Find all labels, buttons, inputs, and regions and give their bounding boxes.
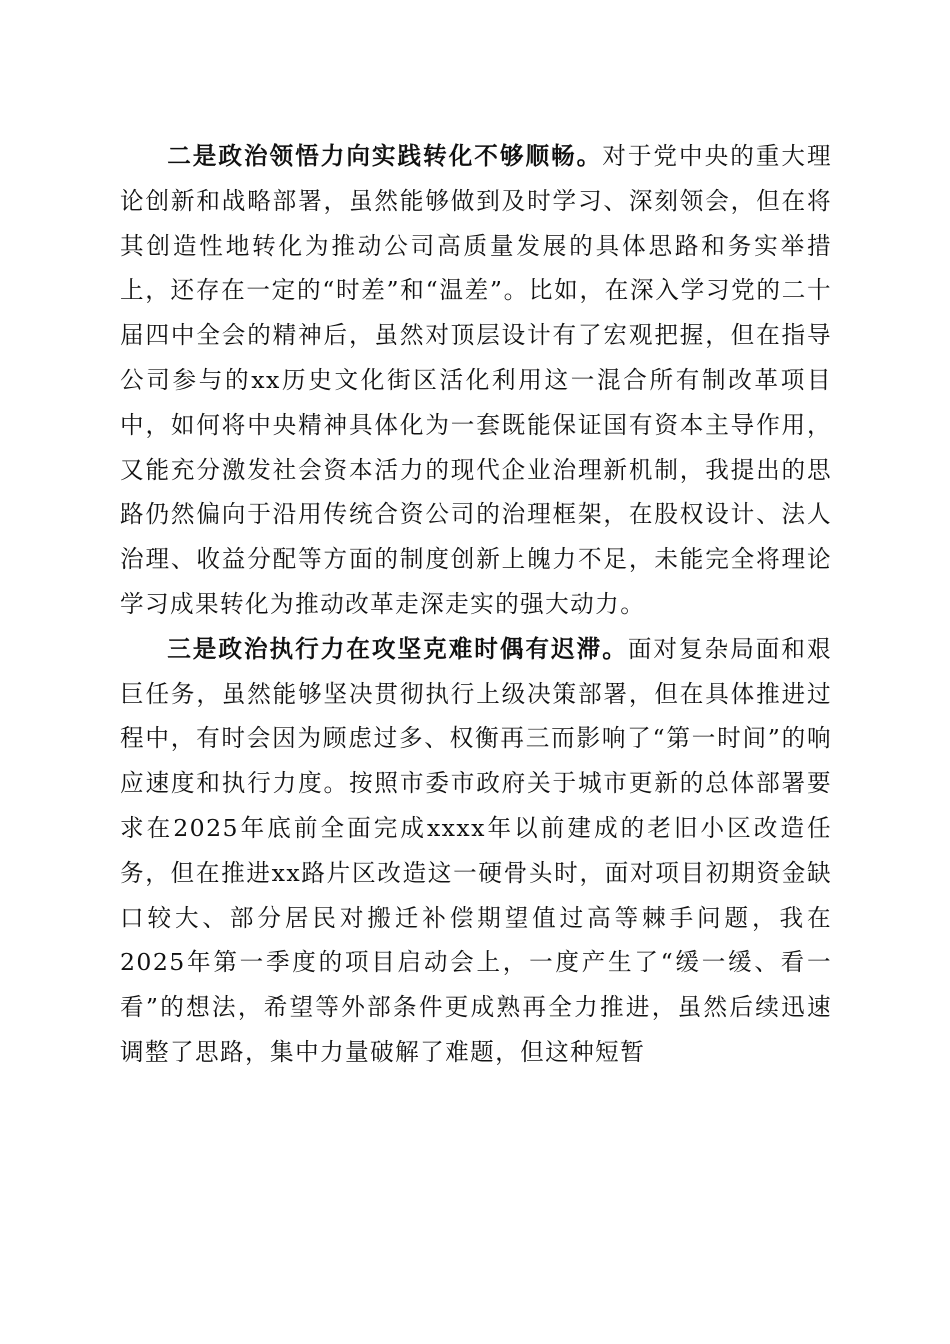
paragraph-lead-heading: 三是政治执行力在攻坚克难时偶有迟滞。 (167, 634, 628, 663)
document-page (120, 134, 832, 1075)
paragraph-lead-heading: 二是政治领悟力向实践转化不够顺畅。 (167, 142, 603, 170)
paragraph-body-text: 对于党中央的重大理论创新和战略部署，虽然能够做到及时学习、深刻领会，但在将其创造性地转化为推动公司高质量发展的具体思路和务实举措上，还存在一定的“时差”和“温差”。比如，在深入学习党的二十届四中全会的精神后，虽然对顶层设计有了宏观把握，但在指导公司参与的xx历史文化街区活化利用这一混合所有制改革项目中，如何将中央精神具体化为一套既能保证国有资本主导作用，又能充分激发社会资本活力的现代企业治理新机制，我提出的思路仍然偏向于沿用传统合资公司的治理框架，在股权设计、法人治理、收益分配等方面的制度创新上魄力不足，未能完全将理论学习成果转化为推动改革走深走实的强大动力。 (120, 142, 832, 618)
paragraph-political-execution (120, 627, 832, 1075)
paragraph-political-understanding (120, 134, 832, 627)
paragraph-body-text: 面对复杂局面和艰巨任务，虽然能够坚决贯彻执行上级决策部署，但在具体推进过程中，有时会因为顾虑过多、权衡再三而影响了“第一时间”的响应速度和执行力度。按照市委市政府关于城市更新的总体部署要求在2025年底前全面完成xxxx年以前建成的老旧小区改造任务，但在推进xx路片区改造这一硬骨头时，面对项目初期资金缺口较大、部分居民对搬迁补偿期望值过高等棘手问题，我在2025年第一季度的项目启动会上，一度产生了“缓一缓、看一看”的想法，希望等外部条件更成熟再全力推进，虽然后续迅速调整了思路，集中力量破解了难题，但这种短暂 (120, 634, 832, 1066)
